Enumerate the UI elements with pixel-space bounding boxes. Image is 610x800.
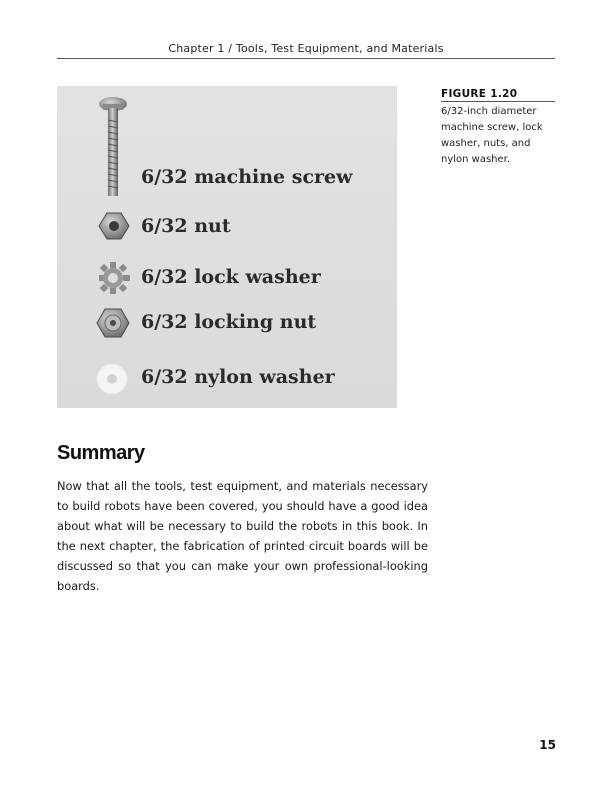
part-label: 6/32 locking nut <box>141 311 317 333</box>
page-number: 15 <box>539 738 556 752</box>
header-rule <box>57 58 555 59</box>
part-label: 6/32 machine screw <box>141 166 353 188</box>
body-paragraph: Now that all the tools, test equipment, and materials necessary to build robots have been covered, you should have a good idea about what will be necessary to build the robots in this book. In the next chapter, the fabrication of printed circuit boards will be discussed so that you can make your own professional-looking boards. <box>57 479 428 593</box>
figure-caption: 6/32-inch diameter machine screw, lock washer, nuts, and nylon washer. <box>441 106 543 165</box>
figure-photo <box>57 86 397 408</box>
part-label: 6/32 nylon washer <box>141 366 335 388</box>
section-heading: Summary <box>57 442 145 464</box>
figure-title: FIGURE 1.20 <box>441 88 518 100</box>
caption-rule <box>441 101 555 102</box>
parts-illustration <box>57 86 397 408</box>
part-label: 6/32 lock washer <box>141 266 321 288</box>
machine-screw-icon <box>99 97 127 196</box>
hex-nut-icon <box>99 213 129 239</box>
nylon-washer-icon <box>97 364 127 394</box>
locking-nut-icon <box>97 309 129 337</box>
running-head: Chapter 1 / Tools, Test Equipment, and Materials <box>168 42 444 55</box>
part-label: 6/32 nut <box>141 215 231 237</box>
lock-washer-icon <box>99 262 130 294</box>
